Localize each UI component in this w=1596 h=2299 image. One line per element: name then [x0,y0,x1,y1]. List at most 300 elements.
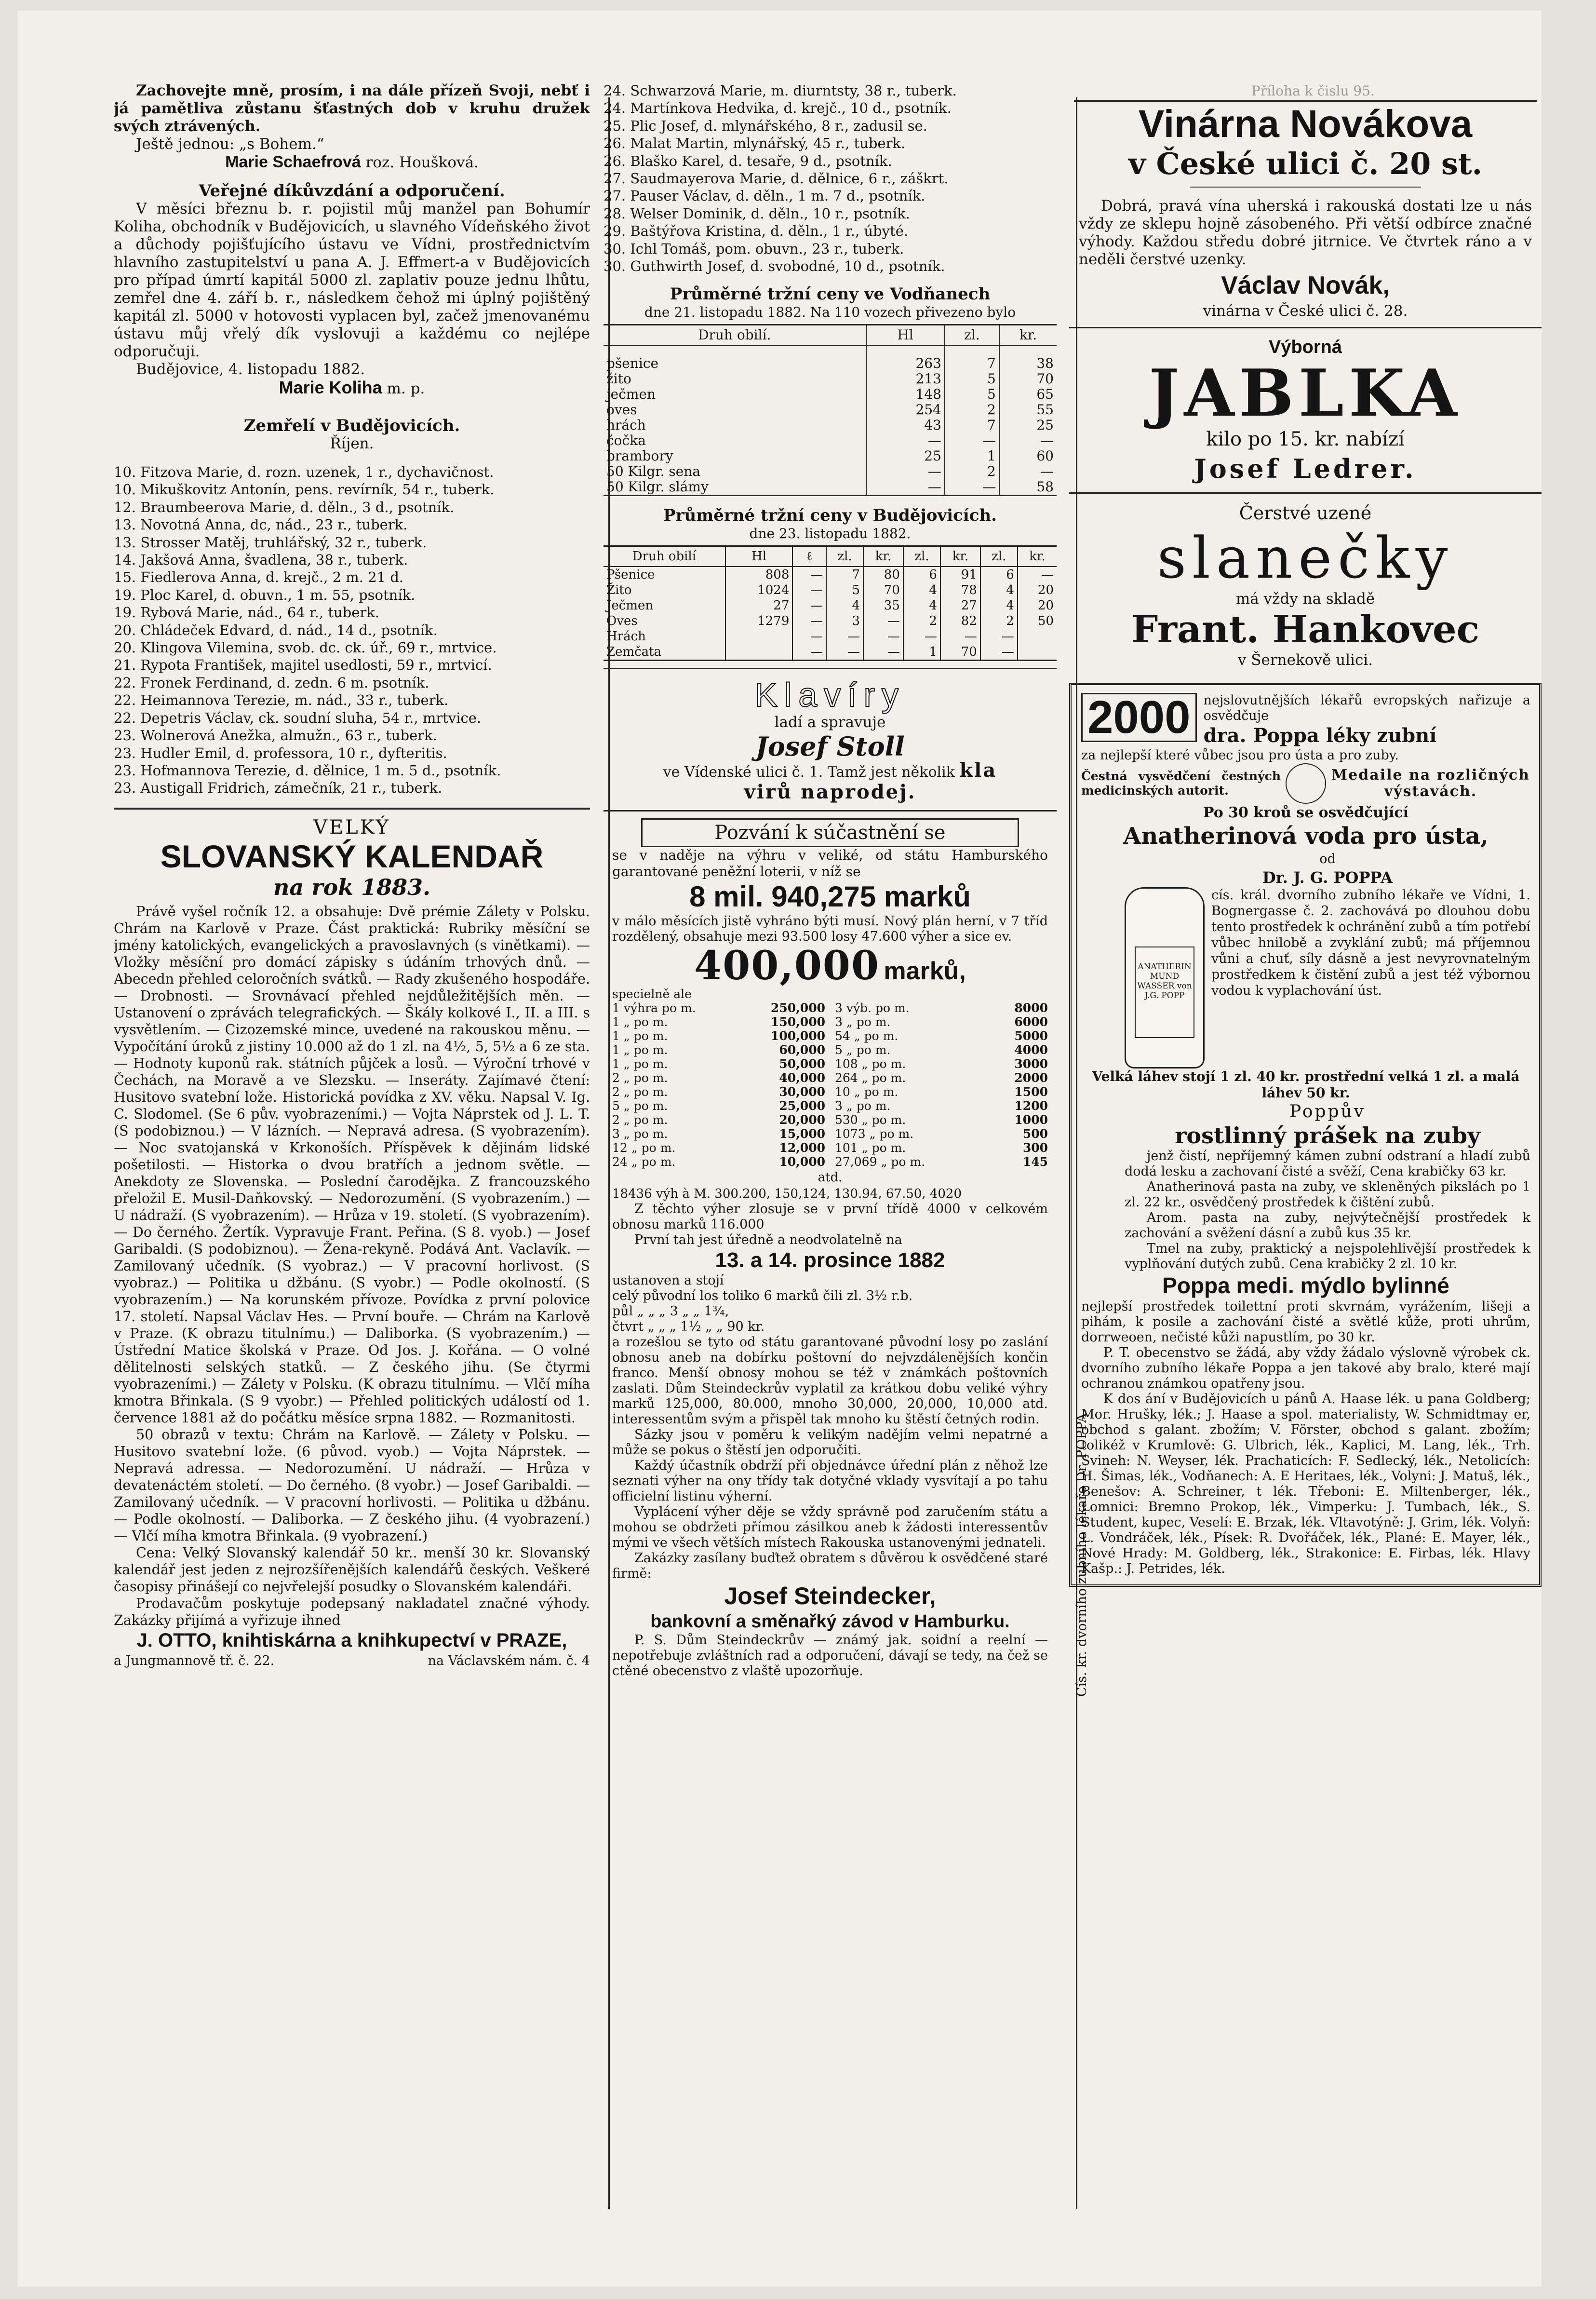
cell [725,644,793,660]
list-item: 5 „ po m. 4000 [835,1043,1048,1057]
winery-text: Dobrá, pravá vína uherská i rakouská dostati lze u nás vždy ze sklepu hojně zásobeného. Při větší odbírce značné výhody. Každou středu dobré jitrnice. Ve čtvrtek ráno a v neděli čerstvé uzenky. [1079,197,1532,268]
calendar-text-4: Prodavačům poskytuje podepsaný nakladatel značné výhody. Zakázky přijímá a vyřizuje ihned [114,1595,590,1628]
calendar-over: VELKÝ [313,816,390,838]
lottery-sums: 18436 výh à M. 300.200, 150,124, 130.94, 67.50, 4020 [612,1187,962,1202]
lottery-headline-suffix: marků, [884,957,966,986]
cell: 7 [945,418,999,433]
list-item: 1 výhra po m. 250,000 [612,1001,825,1015]
cell: Pšenice [606,568,655,582]
lottery-firm-name: Josef Steindecker, [724,1582,936,1610]
table-row [604,613,1057,629]
col-header: kr. [940,547,980,567]
col-header: Hl [866,325,945,345]
table-row [604,433,1057,448]
list-item: 3 „ po m. 6000 [835,1015,1048,1029]
list-item: 1 „ po m. 60,000 [612,1043,825,1057]
cell: ječmen [606,386,656,403]
cell: oves [606,402,637,418]
cell: 27 [725,598,793,613]
popp-awards [1081,763,1530,804]
list-item: 2 „ po m. 40,000 [612,1071,825,1085]
eagle-icon [1286,763,1326,804]
calendar-text-1: Právě vyšel ročník 12. a obsahuje: Dvě prémie Zálety v Polsku. Chrám na Karlově v Praze. Část praktická: Rubriky měsíční se jmény katolických, evangelických a pravoslavných (s vinětkami). — Vložky měsíční pro domácí zápisky s údáním trhových dnů. — Abecedn přehled celoročních svátků. — Rady zkušeného hospodáře. — Drobnosti. — Srovnávací přehled nejdůležitějších měn. — Ustanovení o zprávách telegrafických. — Škály kolkové I., II. a III. s vysvětlením. — Cizozemské mince, uvedené na rakouskou měnu. — Vypočítání úroků z jistiny 10.000 až do 1 zl. na 4½, 5, 5½ a 6 ze sta. — Hodnoty kuponů rak. státních půjček a losů. — Výroční trhové v Čechách, na Moravě a ve Slezsku. — Inseráty. Zajímavé čtení: Husitovo svatební lože. Historická povídka z XV. věku. Napsal V. Ig. C. Slodomel. (Se 6 pův. vyobrazeními.) — Vojta Náprstek od J. L. T. (S podobiznou.) — V lázních. — Nepravá adresa. (S vyobrazením). — Noc svatojanská v Krkonoších. Příspěvek k dějinám lidské pošetilosti. — Historka o dvou bratřích a jednom světle. — Anekdoty ze Slovenska. — Poslední čarodějka. Z francouzského přeložil E. Musil-Daňkovský. — Nedorozumění. (S vyobrazením.) — U nádraží. (S vyobrazením). — Hrůza v 19. století. (S vyobrazením). — Do černého. Žertík. Vypravuje Frant. Peřina. (S 8. vyob.) — Josef Garibaldi. (S podobiznou). — Žena-rekyně. Podává Ant. Vaclavík. — Zamilovaný učedník. (S vyobraz.) — V pracovní horlivost. (S vyobraz.) — Politika u džbánu. (S vyobr.) — Podle okolností. (S vyobrazením.) — Na korunském přívoze. Povídka z první polovice 17. století. Napsal Václav Hes. — První bouře. — Chrám na Karlově v Praze. (K obrazu titulnímu.) — Daliborka. (S vyobrazením.) — Ústřední Matice školská v Praze. Od Jos. J. Kořána. — O volné dělitelnosti selských statků. — Z českého jihu. (Se čtyrmi vyobrazeními.) — Zálety v Polsku. (K obrazu titulnímu. — Vlčí míha kmotra Břinkala. (S 9 vyobr.) — Přehled politických událostí od 1. července 1881 až do počátku měsíce srpna 1882. — Rozmanitosti. [114,903,590,1426]
popp-product6-desc: nejlepší prostředek toilettní proti skvrnám, vyrážením, lišeji a pihám, k posile a zachování čisté a světlé kůže, proti uhrům, dorrweoen, nečisté kůži napustlím, po 30 kr. [1081,1299,1530,1345]
calendar-publisher: J. OTTO, knihtiskárna a knihkupectví v PRAZE, [136,1629,567,1651]
list-item: 23. Hudler Emil, d. professora, 10 r., dyfteritis. [114,744,447,761]
list-item: 10. Mikuškovitz Antonín, pens. revírník, 54 r., tuberk. [114,481,495,498]
cell: — [945,479,999,495]
lottery-prizes-left [612,987,825,1169]
lottery-text3: První tah jest úředně a neodvolatelně na [634,1232,902,1248]
cell: 7 [945,356,999,371]
table-row [604,464,1057,479]
col-header: kr. [999,325,1057,345]
table-row [604,371,1057,387]
apples-name: Josef Ledrer. [1194,453,1417,484]
table-row [604,387,1057,402]
divider [1069,327,1542,328]
cell: 1024 [725,582,793,598]
col-header: ℓ [792,547,826,567]
cell: 1 [903,644,940,660]
cell: 6 [903,567,940,582]
divider [1069,492,1542,494]
list-item: 14. Jakšová Anna, švadlena, 38 r., tuberk. [114,552,408,568]
deaths-list [114,463,590,797]
cell: — [792,582,826,598]
popp-head [1081,693,1530,850]
herring-title: slanečky [1157,525,1454,591]
col-header: Druh obilí [604,547,725,567]
lottery-text6: Sázky jsou v poměru k velikým nadějím velmi nepatrné a může se pokus o štěstí jen odporučiti. [612,1427,1048,1458]
list-item: 24 „ po m. 10,000 [612,1155,825,1169]
cell: — [999,464,1057,479]
lottery-text1: v málo měsících jistě vyhráno býti musí. Nový plán herní, v 7 tříd rozdělený, obsahuje mezi 93.500 losy 47.600 výher a sice ev. [612,914,1048,945]
bottle-image [1125,887,1205,1068]
cell: 4 [826,598,863,613]
col-header: zl. [903,547,940,567]
stoll-line2-text: ve Vídenské ulici č. 1. Tamž jest několik [663,764,955,781]
lottery-title: Pozvání k súčastnění se [714,822,946,844]
thanks-also: Ještě jednou: „s Bohem.“ [136,135,324,153]
lottery-tail: atd. [818,1170,843,1185]
cell: 4 [903,582,940,598]
calendar-text-2: 50 obrazů v textu: Chrám na Karlově. — Zálety v Polsku. — Husitovo svatební lože. (6 původ. vyob.) — Vojta Náprstek. — Nepravá adressa. — Nedorozumění. U nádraží. — Hrůza v devatenáctém století. — Do černého. (8 vyobr.) — Josef Garibaldi. — Zamilovaný učedník. — V pracovní horlivosti. — Politika u džbánu. — Podle okolností. — Daliborka. — Z českého jihu. (4 vyobrazení.) — Vlčí míha kmotra Břinkala. (9 vyobrazení.) [114,1426,590,1544]
header-fragment: Příloha k čislu 95. [1251,83,1375,99]
stoll-name: Josef Stoll [755,731,905,762]
cell: — [792,567,826,582]
list-item: 13. Strosser Matěj, truhlářský, 32 r., tuberk. [114,534,427,551]
list-item: 264 „ po m. 2000 [835,1071,1048,1085]
divider [604,810,1057,811]
table-row [604,402,1057,418]
lottery-prizes-right [835,987,1048,1169]
public-thanks-date: Budějovice, 4. listopadu 1882. [136,361,365,378]
winery-name: Václav Novák, [1221,271,1390,299]
table-row [604,582,1057,598]
cell [1018,644,1057,660]
cell: — [940,629,980,644]
cell: 4 [980,598,1018,613]
column-2 [604,82,1057,2266]
lottery-price1: celý původní los toliko 6 marků čili zl. 3½ r.b. [612,1288,913,1304]
list-item: 1 „ po m. 150,000 [612,1015,825,1029]
popp-head3: za nejlepší které vůbec jsou pro ústa a pro zuby. [1081,748,1399,763]
list-item: 29. Baštýřova Kristina, d. děln., 1 r., úbyté. [604,223,909,240]
cell: — [863,613,903,629]
popp-product4: Arom. pasta na zuby, nejvýtečnější prostředek k zachování a svěžení dásní a zubů kus 35 kr. [1125,1210,1530,1241]
popp-medal: Medaile na rozličných výstavách. [1331,767,1530,800]
lottery-text4: ustanoven a stojí [612,1273,724,1288]
col-header: zl. [980,547,1018,567]
lottery-firm-desc: bankovní a směnařký závod v Hamburku. [650,1611,1010,1632]
cell: 43 [866,418,945,433]
popp-bottle-row [1125,887,1530,1068]
thanks-signature: Marie Schaefrová roz. Houšková. [225,153,479,171]
vodnany-subtitle: dne 21. listopadu 1882. Na 110 vozech přivezeno bylo [644,304,1016,321]
list-item: 15. Fiedlerova Anna, d. krejč., 2 m. 21 d. [114,569,404,586]
stoll-line3: virů naprodej. [744,781,916,804]
calendar-text-3: Cena: Velký Slovanský kalendář 50 kr.. menší 30 kr. Slovanský kalendář jest jeden z nejrozšířenějších kalendářů českých. Veškeré časopisy přinášejí co nejvřelejší posudky o Slovanském kalendáři. [114,1544,590,1595]
list-item: 3 „ po m. 15,000 [612,1127,825,1141]
public-thanks-signature: Marie Koliha m. p. [279,378,425,397]
list-item: 1 „ po m. 100,000 [612,1029,825,1043]
list-item: 1073 „ po m. 500 [835,1127,1048,1141]
cell: Žito [606,583,632,598]
list-item: 19. Rybová Marie, nád., 64 r., tuberk. [114,604,380,621]
winery-title: Vinárna Novákova [1138,102,1473,145]
cell [1018,629,1057,644]
deaths-title: Zemřelí v Budějovicích. [243,416,460,435]
list-item: 3 výb. po m. 8000 [835,1001,1048,1015]
cell: 27 [940,598,980,613]
popp-product6: Poppa medi. mýdlo bylinné [1162,1273,1449,1298]
stoll-line1: ladí a spravuje [774,714,886,731]
spacer [604,496,1057,507]
deaths-month: Říjen. [330,435,374,452]
cell: 20 [1018,582,1057,598]
cell: 2 [980,613,1018,629]
calendar-year: na rok 1883. [273,874,431,900]
lottery-title-box [641,818,1019,847]
cell: — [792,644,826,660]
list-item: 20. Klingova Vilemina, svob. dc. ck. úř., 69 r., mrtvice. [114,639,497,656]
popp-product3: Anatherinová pasta na zuby, ve skleněných pikslách po 1 zl. 22 kr., osvědčený prostředek k čištění zubů. [1125,1179,1530,1210]
table-header [604,325,1057,345]
vodnany-table [604,325,1057,495]
table-header [604,547,1057,567]
list-item: 13. Novotná Anna, dc, nád., 23 r., tuberk. [114,516,408,533]
cell: 1 [945,448,999,464]
cell: — [826,629,863,644]
bottle-label: ANATHERIN MUND WASSER von J.G. POPP [1135,947,1194,1038]
cell: Hrách [606,629,646,644]
list-item: 22. Depetris Václav, ck. soudní sluha, 54 r., mrtvice. [114,709,482,726]
cell: — [792,613,826,629]
column-3 [1069,82,1542,2266]
herring-pre: Čerstvé uzené [1239,502,1372,524]
col-header: zl. [826,547,863,567]
apples-title: JABLKA [1149,355,1462,431]
winery-footer: vinárna v České ulici č. 28. [1203,302,1408,320]
lottery-prizes [612,987,1048,1169]
cell: 2 [903,613,940,629]
table-row [604,448,1057,464]
winery-address: v České ulici č. 20 st. [1128,146,1483,181]
cell: 70 [999,371,1057,387]
cell: 254 [866,402,945,418]
lottery-ad [604,818,1057,1679]
popp-price-note: Po 30 kroů se osvědčující [1203,804,1409,821]
list-item: 108 „ po m. 3000 [835,1057,1048,1071]
cell: Oves [606,614,638,629]
cell: 2 [945,402,999,418]
cell: 78 [940,582,980,598]
cell: 213 [866,371,945,387]
public-thanks-text: V měsíci březnu b. r. pojistil můj manžel pan Bohumír Koliha, obchodník v Budějovicích, u slavného Vídeňského život a důchody pojišťujícího ústavu ve Vídni, prostřednictvím hlavního zastupitelství u pana A. J. Effmert-a v Budějovicích pro případ úmrtí kapitál 5000 zl. zaplativ pouze jednu lhůtu, zemřel dne 4. září b. r., následkem čehož mi úplný pojištěný kapitál zl. 5000 v hotovosti vyplacen byl, začež jmenovanému ústavu můj vřelý dík vyslovuji a každému co nejlépe odporučuji. [114,200,590,360]
stoll-line2-word: kla [959,759,997,782]
list-item: 24. Martínkova Hedvika, d. krejč., 10 d., psotník. [604,100,952,117]
list-item: 2 „ po m. 30,000 [612,1085,825,1099]
cell: pšenice [606,355,659,372]
list-item: 21. Rypota František, majitel usedlosti, 59 r., mrtvicí. [114,657,492,674]
cell: 38 [999,356,1057,371]
cell: — [1018,567,1057,582]
cell: 35 [863,598,903,613]
cell: 91 [940,567,980,582]
cell: Zemčata [606,645,662,660]
list-item: 20. Chládeček Edvard, d. nád., 14 d., psotník. [114,622,438,638]
cell: 58 [999,479,1057,495]
cell: čočka [606,433,646,449]
list-item: 26. Blaško Karel, d. tesaře, 9 d., psotník. [604,152,892,169]
table-row [604,598,1057,613]
address-right: na Václavském nám. č. 4 [428,1653,590,1668]
cell: 50 [1018,613,1057,629]
cell: — [826,644,863,660]
cell: 50 Kilgr. sena [606,463,701,480]
divider [1190,187,1421,188]
spacer [604,275,1057,285]
col-header: zl. [945,325,999,345]
popp-doctor: Dr. J. G. POPPA [1262,868,1393,887]
spacer [114,453,590,463]
cell: 5 [945,387,999,402]
list-item: 10. Fitzova Marie, d. rozn. uzenek, 1 r., dychavičnost. [114,464,494,480]
vodnany-title: Průměrné tržní ceny ve Vodňanech [670,284,991,304]
popp-ad [1069,683,1542,1697]
apples-line: kilo po 15. kr. nabízí [1206,428,1405,450]
cell: 70 [940,644,980,660]
table-row [604,356,1057,371]
column-1 [114,82,590,2266]
stoll-line2 [604,761,1057,781]
lottery-headline-line [612,945,1048,987]
cell: 808 [725,567,793,582]
list-item: 19. Ploc Karel, d. obuvn., 1 m. 55, psotník. [114,586,416,603]
cell: 1279 [725,613,793,629]
apples-pre: Výborná [1268,337,1342,357]
cell: 70 [863,582,903,598]
cell: 7 [826,567,863,582]
cell: 20 [1018,598,1057,613]
cell: 60 [999,448,1057,464]
thanks-text: Zachovejte mně, prosím, i na dále přízeň Svoji, nebť i já pamětliva zůstanu šťastných dob v kruhu družek svých ztrávených. [114,82,590,135]
herring-addr: v Šernekově ulici. [1237,651,1373,669]
spacer [1069,669,1542,683]
popp-product1: Anatherinová voda pro ústa, [1123,823,1489,850]
herring-line: má vždy na skladě [1235,590,1375,608]
cell: — [866,464,945,479]
list-item: 530 „ po m. 1000 [835,1113,1048,1127]
popp-product5: Tmel na zuby, praktický a nejspolehlivější prostředek k vyplňování dutých zubů. Cena krabičky 2 zl. 10 kr. [1125,1241,1530,1271]
table-row [604,644,1057,660]
cell: hrách [606,417,646,433]
col-header: Druh obilí. [604,325,866,345]
cell: Ječmen [606,598,654,613]
divider [604,668,1057,669]
cell: 80 [863,567,903,582]
lottery-intro: se v naděje na výhru v veliké, od státu Hamburského garantované peněžní loterii, v níž se [612,847,1048,880]
list-item: 23. Austigall Fridrich, zámečník, 21 r., tuberk. [114,780,443,797]
herring-name: Frant. Hankovec [1131,608,1480,651]
popp-dealers: K dos ání v Budějovicích u pánů A. Haase lék. u pana Goldberg; Mor. Hrušky, lék.; J. Haase a spol. materialisty, W. Schmidtmay er, obchod s galant. zbožím; V. Förster, obchod s galant. zbožím; tolikéž v Krumlově: G. Ulbrich, lék., Kaplici, M. Lang, lék., Trh. Svineh: N. Weyser, lék. Prachaticích: F. Sedlecký, lék., Netolicích: H. Šimas, lék., Vodňanech: A. E Heritaes, lék., Volyni: J. Matuš, lék., Benešov: A. Schreiner, t lék. Třeboni: E. Miltenberger, lék., Lomnici: Bremno Prokop, lék., Vimperku: J. Tumbach, lék., S. Student, kupec, Veselí: E. Brzak, lék. Vltavotýně: J. Grim, lék. Volyň: L. Vondráček, lék., Písek: R. Dvořáček, lék., Plané: E. Mayer, lék., Nové Hrady: M. Goldberg, lék., Strakonice: E. Firbas, lék. Hlavy Kašp.: J. Petrides, lék. [1081,1392,1530,1576]
list-item: 27. Saudmayerova Marie, d. dělnice, 6 r., záškrt. [604,170,949,187]
cell: 50 Kilgr. slámy [606,479,709,495]
list-item: 22. Fronek Ferdinand, d. zedn. 6 m. psotník. [114,674,429,691]
cell: 55 [999,402,1057,418]
list-item: 1 „ po m. 50,000 [612,1057,825,1071]
cell: — [999,433,1057,448]
cell: — [866,479,945,495]
cell: 2 [945,464,999,479]
popp-price1: Velká láhev stojí 1 zl. 40 kr. prostřední velká 1 zl. a malá láhev 50 kr. [1092,1068,1520,1101]
cell: 4 [903,598,940,613]
vodnany-table-wrap [604,324,1057,496]
cell: žito [606,371,631,387]
list-item: 2 „ po m. 20,000 [612,1113,825,1127]
popp-cert: Čestná vysvědčení čestných medicinských autorit. [1081,769,1281,798]
cell: 4 [980,582,1018,598]
list-item: 27. Pauser Václav, d. děln., 1 m. 7 d., psotník. [604,188,925,204]
list-item: 30. Ichl Tomáš, pom. obuvn., 23 r., tuberk. [604,240,904,257]
popp-notice: P. T. obecenstvo se žádá, aby vždy žádalo výslovně výrobek ck. dvorního zubního lékaře Poppa a jen takové aby bralo, které mají ochranou známkou opatřeny jsou. [1081,1345,1530,1391]
cell [725,629,793,644]
list-item: 3 „ po m. 1200 [835,1099,1048,1113]
table-row [604,418,1057,433]
list-item: 23. Wolnerová Anežka, almužn., 63 r., tuberk. [114,727,437,744]
lottery-price3: čtvrt „ „ „ 1½ „ „ 90 kr. [612,1319,765,1335]
deaths-list-continued [604,82,1057,275]
cell: — [980,644,1018,660]
lottery-big-amount: 8 mil. 940,275 marků [689,880,971,913]
table-row [604,629,1057,644]
list-item: 22. Heimannova Terezie, m. nád., 33 r., tuberk. [114,692,449,709]
list-item: 27,069 „ po m. 145 [835,1155,1048,1169]
spacer [114,172,590,182]
public-thanks-title: Veřejné díkůvzdání a odporučení. [199,181,505,201]
table-row [604,567,1057,582]
cell: 25 [999,418,1057,433]
cell: 25 [866,448,945,464]
cell: 5 [945,371,999,387]
lottery-ps: P. S. Dům Steindeckrův — známý jak. soidní a reelní — nepotřebuje zvláštních rad a odporučení, dávají se tedy, na čež se ctěné obecenstvo z vlaště upozorňuje. [612,1633,1048,1679]
cell: — [945,433,999,448]
popp-from: od [1319,852,1336,866]
popp-product2-desc: jenž čistí, nepříjemný kámen zubní odstraní a hladí zubů dodá lesku a zachovaní čisté a svěží, Cena krabičky 63 kr. [1125,1149,1530,1179]
cell: — [903,629,940,644]
cell: brambory [606,448,673,464]
lottery-text7: Každý účastník obdrží při objednávce úřední plán z něhož lze seznati výher na ony třídy tak dotyčné vklady vysvítají a po tahu officielní listinu výherní. [612,1458,1048,1504]
address-left: a Jungmannově tř. č. 22. [114,1653,275,1668]
cell: 148 [866,387,945,402]
list-item: 12 „ po m. 12,000 [612,1141,825,1155]
list-item: 23. Hofmannova Terezie, d. dělnice, 1 m. 5 d., psotník. [114,762,501,779]
popp-head-text: nejslovutnějších lékařů evropských nařizuje a osvědčuje [1203,693,1530,723]
prizes-label: specielně ale [612,987,692,1001]
col-header: Hl [725,547,793,567]
list-item: 24. Schwarzová Marie, m. diurntsty, 38 r., tuberk. [604,82,957,99]
list-item: 101 „ po m. 300 [835,1141,1048,1155]
list-item: 54 „ po m. 5000 [835,1029,1048,1043]
list-item: 5 „ po m. 25,000 [612,1099,825,1113]
divider [114,808,590,810]
cell: 6 [980,567,1018,582]
popp-head2: dra. Poppa léky zubní [1203,724,1437,747]
cell: — [866,433,945,448]
list-item: 30. Guthwirth Josef, d. svobodné, 10 d., psotník. [604,258,945,275]
cell: 65 [999,387,1057,402]
lottery-text9: Zakázky zasílany buďtež obratem s důvěrou k osvědčené staré firmě: [612,1551,1048,1582]
col-header: kr. [863,547,903,567]
cell: — [792,598,826,613]
popp-product2: rostlinný prášek na zuby [1175,1122,1480,1149]
list-item: 26. Malat Martin, mlynářský, 45 r., tuberk. [604,135,906,152]
calendar-title: SLOVANSKÝ KALENDAŘ [160,838,544,874]
budejovice-table-wrap [604,545,1057,661]
list-item: 25. Plic Josef, d. mlynářského, 8 r., zadusil se. [604,117,928,134]
spacer [114,398,590,417]
lottery-text2: Z těchto výher zlosuje se v první třídě 4000 v celkovém obnosu marků 116.000 [612,1202,1048,1232]
list-item: 10 „ po m. 1500 [835,1085,1048,1099]
popp-big-number: 2000 [1081,693,1197,742]
stoll-title: Klavíry [755,676,905,714]
col-header: kr. [1018,547,1057,567]
cell: — [863,644,903,660]
lottery-price2: půl „ „ „ 3 „ „ 1¾, [612,1304,729,1319]
budejovice-title: Průměrné tržní ceny v Budějovicích. [663,506,997,526]
lottery-text5: a rozešlou se tyto od státu garantované původní losy po zaslání obnosu aneb na dobírku poštovní do nejvzdálenějších končin franco. Menší obnosy mohou se též v známkách poštovních zaslati. Dům Steindeckrův vyplatil za krátkou dobu veliké výhry marků 125,000, 80.000, mnoho 30,000, 20,000, 10,000 atd. interessentům svým a přispěl tak mnoho ku štěstí četných rodin. [612,1335,1048,1427]
cell: 82 [940,613,980,629]
popp-product2-pre: Poppův [1289,1102,1366,1122]
lottery-date: 13. a 14. prosince 1882 [715,1248,945,1272]
budejovice-subtitle: dne 23. listopadu 1882. [749,526,911,542]
lottery-text8: Vyplácení výher děje se vždy správně pod zaručením státu a mohou se obdržeti přímou zásilkou aneb k žádosti interessentův mými ve všech větších místech Rakouska ustanovenými jednateli. [612,1504,1048,1551]
cell: — [792,629,826,644]
cell: — [980,629,1018,644]
popp-doctor-desc: cís. král. dvorního zubního lékaře ve Vídni, 1. Bognergasse č. 2. zachovává po dlouhou dobu tento prostředek k ochránění zubů a tím potřebí vůbec hnilobě a zvyklání zubů; má příjemnou vůni a chuť, síly dásně a jest nevyrovnatelným prostředkem k čistění zubů a jest též výbornou vodou k vyplachování úst. [1211,888,1530,998]
cell: — [863,629,903,644]
cell: 263 [866,356,945,371]
calendar-addresses [114,1652,590,1670]
cell: 3 [826,613,863,629]
table-row [604,479,1057,495]
budejovice-table [604,547,1057,660]
list-item: 12. Braumbeerova Marie, d. děln., 3 d., psotník. [114,499,455,515]
popp-sideline: Cís. kr. dvorního zubního lékaře Dr. POPPA. [1074,1409,1089,1697]
lottery-headline: 400,000 [694,943,880,989]
cell: 5 [826,582,863,598]
